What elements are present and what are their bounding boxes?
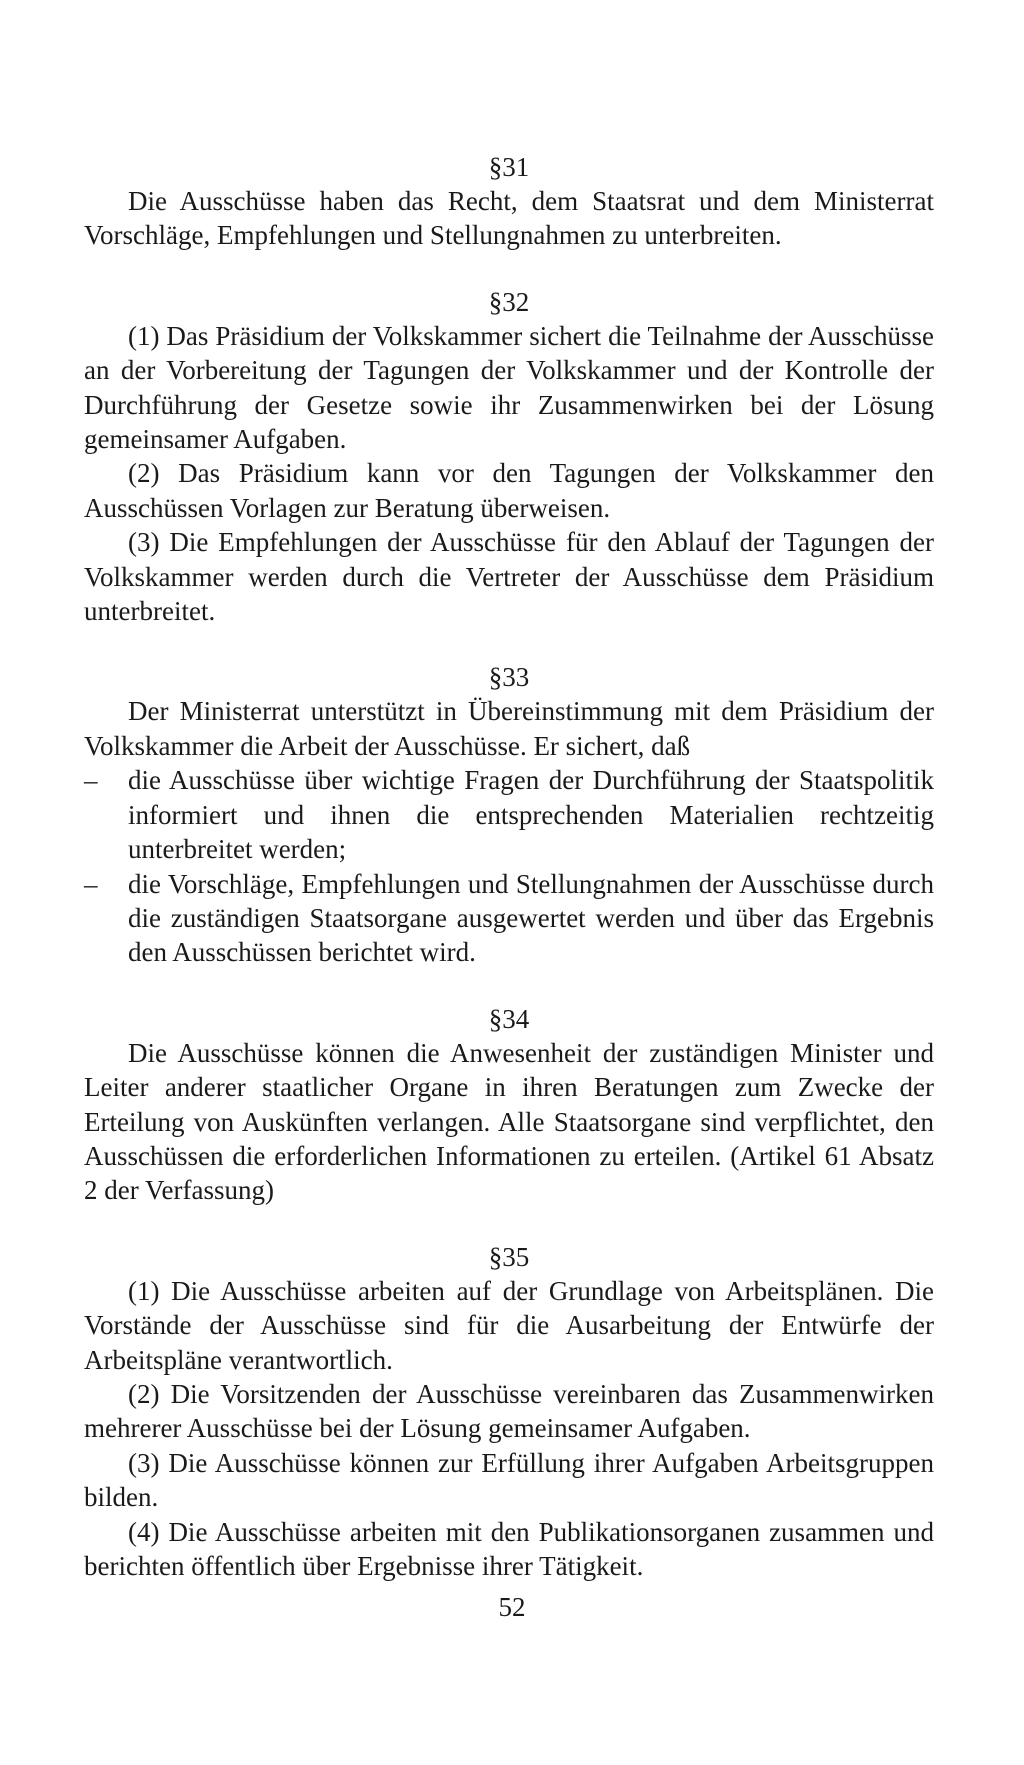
list-item-text: die Ausschüsse über wichtige Fragen der Durchführung der Staatspolitik informiert und ihnen die entsprechenden Materialien rechtzeitig unterbreitet werden; (128, 765, 934, 865)
section-gap (84, 253, 934, 285)
paragraph: Der Ministerrat unterstützt in Übereinstimmung mit dem Präsidium der Volkskammer die Arbeit der Ausschüsse. Er sichert, daß (84, 696, 934, 761)
section-34 (84, 1002, 934, 1208)
paragraph: (3) Die Ausschüsse können zur Erfüllung ihrer Aufgaben Arbeitsgruppen bilden. (84, 1447, 934, 1513)
document-page (84, 150, 934, 1583)
section-heading: §32 (488, 286, 530, 317)
section-heading: §34 (488, 1003, 530, 1034)
section-31 (84, 150, 934, 253)
section-33 (84, 660, 934, 969)
dash-marker: – (84, 868, 98, 899)
list-item (84, 763, 934, 866)
section-gap (84, 628, 934, 660)
paragraph: (4) Die Ausschüsse arbeiten mit den Publikationsorganen zusammen und berichten öffentlich über Ergebnisse ihrer Tätigkeit. (84, 1516, 934, 1581)
list-item-text: die Vorschläge, Empfehlungen und Stellungnahmen der Ausschüsse durch die zuständigen Staatsorgane ausgewertet werden und über das Ergebnis den Ausschüssen berichtet wird. (128, 868, 934, 968)
paragraph: (1) Die Ausschüsse arbeiten auf der Grundlage von Arbeitsplänen. Die Vorstände der Ausschüsse sind für die Ausarbeitung der Entwürfe der Arbeitspläne verantwortlich. (84, 1275, 934, 1375)
paragraph: (2) Die Vorsitzenden der Ausschüsse vereinbaren das Zusammenwirken mehrerer Ausschüsse bei der Lösung gemeinsamer Aufgaben. (84, 1378, 934, 1444)
section-32 (84, 285, 934, 629)
section-heading: §33 (488, 662, 530, 693)
dash-list (84, 763, 934, 969)
paragraph: Die Ausschüsse haben das Recht, dem Staatsrat und dem Ministerrat Vorschläge, Empfehlungen und Stellungnahmen zu unterbreiten. (84, 186, 934, 251)
section-heading: §35 (488, 1241, 530, 1272)
paragraph: (2) Das Präsidium kann vor den Tagungen der Volkskammer den Ausschüssen Vorlagen zur Beratung überweisen. (84, 458, 934, 523)
list-item (84, 867, 934, 970)
dash-marker: – (84, 765, 98, 796)
page-number: 52 (498, 1592, 526, 1622)
paragraph: (3) Die Empfehlungen der Ausschüsse für den Ablauf der Tagungen der Volkskammer werden durch die Vertreter der Ausschüsse dem Präsidium unterbreitet. (84, 527, 934, 627)
section-gap (84, 1208, 934, 1240)
paragraph: Die Ausschüsse können die Anwesenheit der zuständigen Minister und Leiter anderer staatlicher Organe in ihren Beratungen zum Zwecke der Erteilung von Auskünften verlangen. Alle Staatsorgane sind verpflichtet, den Ausschüssen die erforderlichen Informationen zu erteilen. (Artikel 61 Absatz 2 der Verfassung) (84, 1037, 934, 1206)
section-35 (84, 1240, 934, 1584)
section-heading: §31 (488, 152, 530, 182)
section-gap (84, 970, 934, 1002)
paragraph: (1) Das Präsidium der Volkskammer sichert die Teilnahme der Ausschüsse an der Vorbereitung der Tagungen der Volkskammer und der Kontrolle der Durchführung der Gesetze sowie ihr Zusammenwirken bei der Lösung gemeinsamer Aufgaben. (84, 320, 934, 455)
